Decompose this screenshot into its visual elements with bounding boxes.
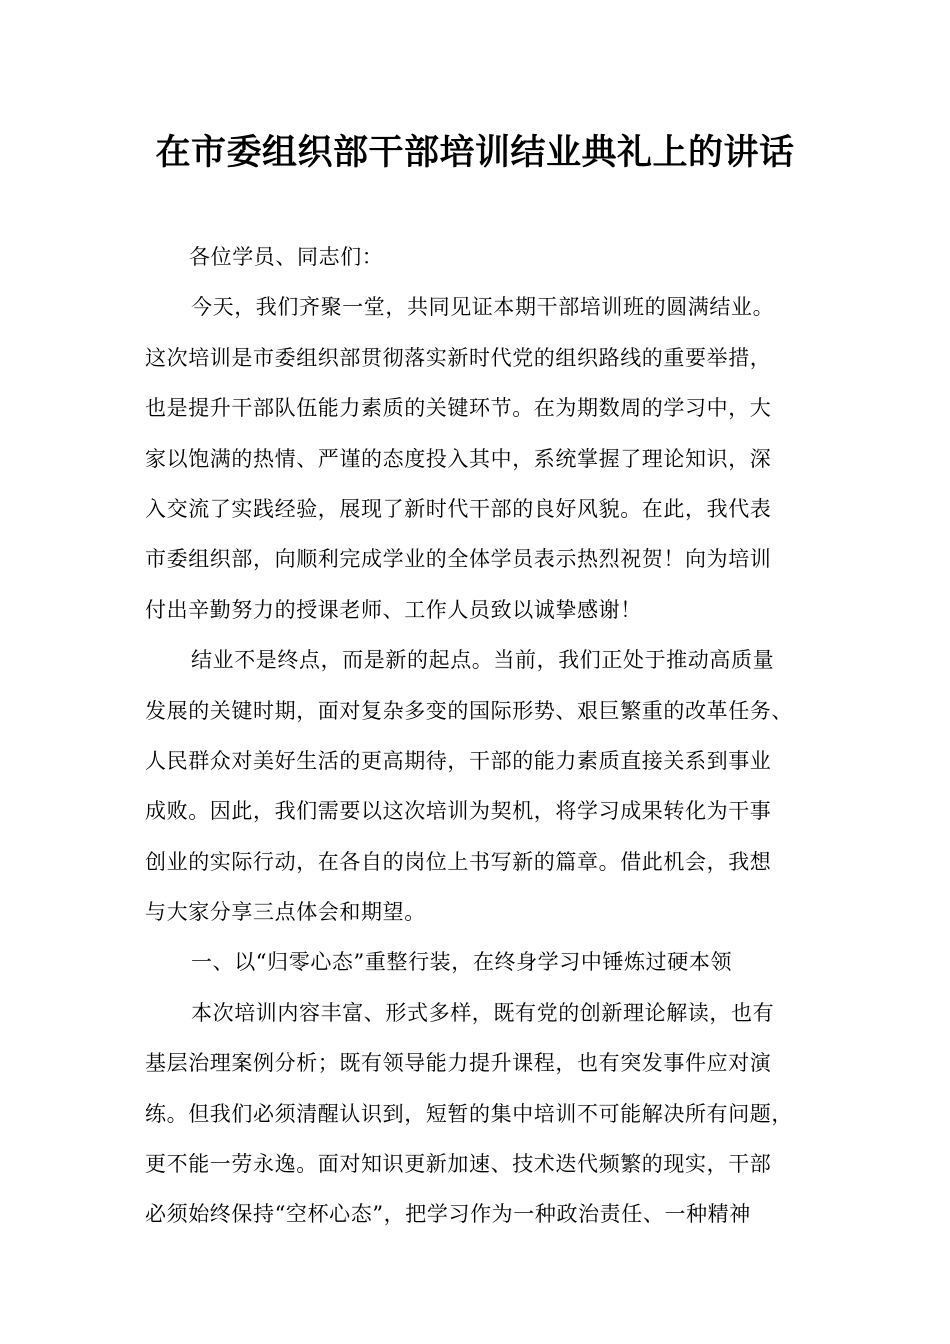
paragraph-3-line-2: 基层治理案例分析；既有领导能力提升课程，也有突发事件应对演: [145, 1051, 772, 1076]
paragraph-2-line-4: 成败。因此，我们需要以这次培训为契机，将学习成果转化为干事: [145, 799, 772, 824]
paragraph-1-line-5: 入交流了实践经验，展现了新时代干部的良好风貌。在此，我代表: [145, 496, 772, 521]
paragraph-3-line-3: 练。但我们必须清醒认识到，短暂的集中培训不可能解决所有问题，: [145, 1101, 793, 1126]
paragraph-1-line-4: 家以饱满的热情、严谨的态度投入其中，系统掌握了理论知识，深: [145, 446, 772, 471]
salutation-line: 各位学员、同志们：: [189, 245, 384, 269]
paragraph-2-line-1: 结业不是终点，而是新的起点。当前，我们正处于推动高质量: [191, 648, 775, 673]
paragraph-3-line-5: 必须始终保持“空杯心态”，把学习作为一种政治责任、一种精神: [145, 1202, 751, 1227]
paragraph-1-line-1: 今天，我们齐聚一堂，共同见证本期干部培训班的圆满结业。: [191, 295, 775, 320]
paragraph-2-line-5: 创业的实际行动，在各自的岗位上书写新的篇章。借此机会，我想: [145, 849, 772, 874]
paragraph-1-line-3: 也是提升干部队伍能力素质的关键环节。在为期数周的学习中，大: [145, 396, 772, 421]
section-1-heading: 一、以“归零心态”重整行装，在终身学习中锤炼过硬本领: [191, 950, 733, 975]
paragraph-3-line-4: 更不能一劳永逸。面对知识更新加速、技术迭代频繁的现实，干部: [145, 1152, 772, 1177]
paragraph-1-line-2: 这次培训是市委组织部贯彻落实新时代党的组织路线的重要举措，: [145, 345, 772, 370]
paragraph-2-line-6: 与大家分享三点体会和期望。: [145, 900, 426, 925]
document-body: [145, 232, 845, 1240]
paragraph-2-line-2: 发展的关键时期，面对复杂多变的国际形势、艰巨繁重的改革任务、: [145, 698, 793, 723]
paragraph-3-line-1: 本次培训内容丰富、形式多样，既有党的创新理论解读，也有: [191, 1000, 775, 1025]
paragraph-2-line-3: 人民群众对美好生活的更高期待，干部的能力素质直接关系到事业: [145, 748, 772, 773]
document-title: 在市委组织部干部培训结业典礼上的讲话: [155, 133, 795, 173]
paragraph-1-line-6: 市委组织部，向顺利完成学业的全体学员表示热烈祝贺！向为培训: [145, 547, 772, 572]
paragraph-1-line-7: 付出辛勤努力的授课老师、工作人员致以诚挚感谢！: [145, 597, 642, 622]
